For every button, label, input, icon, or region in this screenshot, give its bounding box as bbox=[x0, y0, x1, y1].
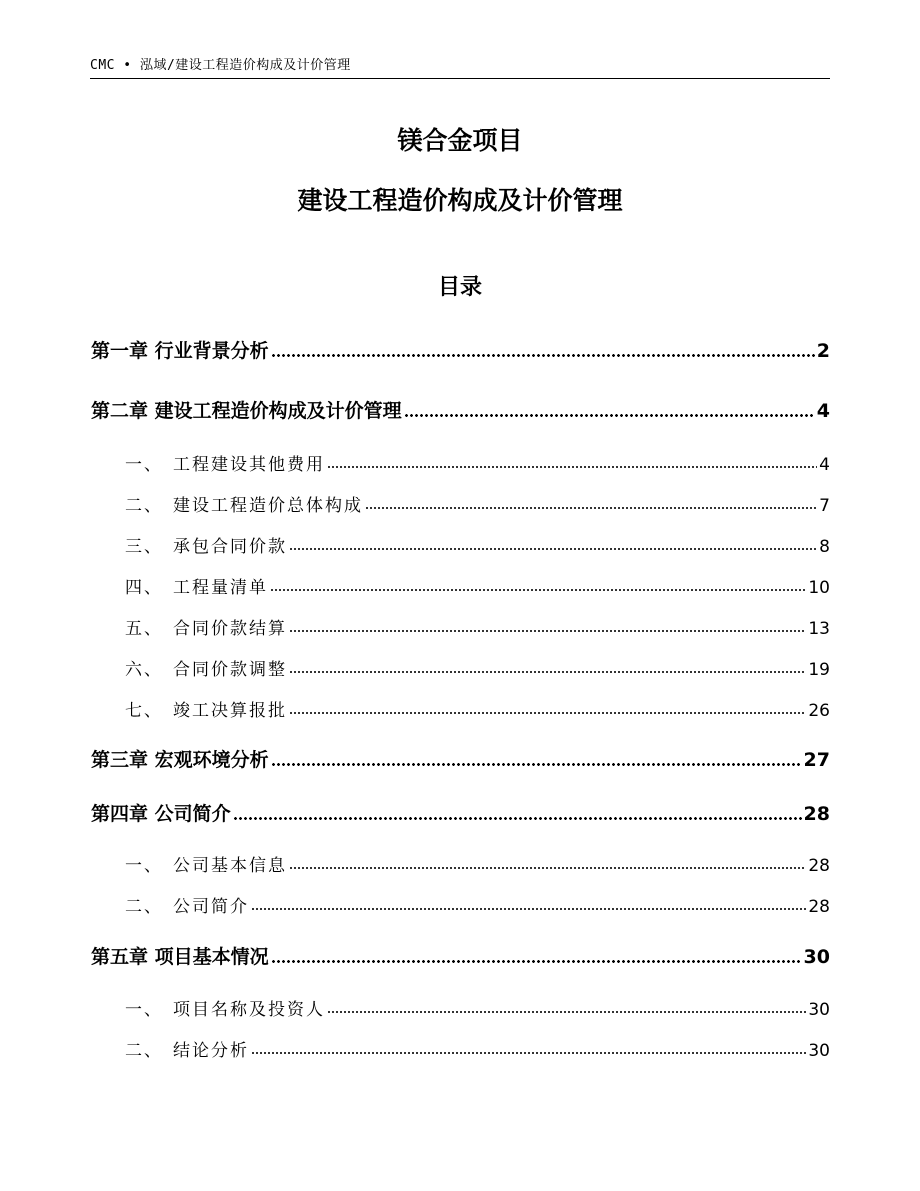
toc-section-title: 承包合同价款 bbox=[173, 537, 287, 557]
toc-section-entry[interactable] bbox=[91, 995, 830, 1020]
toc-section-entry[interactable] bbox=[91, 532, 830, 557]
toc-page-number: 7 bbox=[819, 496, 830, 516]
toc-page-number: 28 bbox=[808, 897, 830, 917]
toc-entry-label bbox=[91, 696, 287, 721]
dot-leader bbox=[271, 762, 802, 767]
toc-page-number: 30 bbox=[803, 946, 830, 968]
dot-leader bbox=[251, 907, 806, 911]
dot-leader bbox=[289, 711, 806, 715]
toc-section-number: 一、 bbox=[125, 1000, 163, 1020]
dot-leader bbox=[289, 866, 806, 870]
toc-section-title: 结论分析 bbox=[173, 1041, 249, 1061]
header-divider bbox=[90, 78, 830, 79]
toc-entry-label: 第一章 行业背景分析 bbox=[91, 340, 269, 362]
dot-leader bbox=[289, 670, 806, 674]
dot-leader bbox=[271, 353, 815, 358]
toc-page-number: 4 bbox=[816, 400, 830, 422]
toc-page-number: 26 bbox=[808, 701, 830, 721]
toc-section-number: 三、 bbox=[125, 537, 163, 557]
toc-section-number: 五、 bbox=[125, 619, 163, 639]
toc-page-number: 2 bbox=[816, 340, 830, 362]
toc-chapter-entry[interactable] bbox=[91, 396, 830, 423]
toc-section-title: 竣工决算报批 bbox=[173, 701, 287, 721]
toc-section-entry[interactable] bbox=[91, 614, 830, 639]
dot-leader bbox=[289, 547, 817, 551]
toc-section-entry[interactable] bbox=[91, 696, 830, 721]
toc-entry-label: 第二章 建设工程造价构成及计价管理 bbox=[91, 400, 402, 422]
toc-page-number: 13 bbox=[808, 619, 830, 639]
toc-entry-label bbox=[91, 614, 287, 639]
toc-page-number: 28 bbox=[803, 803, 830, 825]
toc-page-number: 30 bbox=[808, 1041, 830, 1061]
dot-leader bbox=[271, 959, 802, 964]
toc-section-title: 建设工程造价总体构成 bbox=[173, 496, 363, 516]
toc-entry-label: 第四章 公司简介 bbox=[91, 803, 231, 825]
toc-section-title: 项目名称及投资人 bbox=[173, 1000, 325, 1020]
toc-page-number: 30 bbox=[808, 1000, 830, 1020]
dot-leader bbox=[251, 1051, 806, 1055]
dot-leader bbox=[233, 816, 802, 821]
toc-chapter-entry[interactable] bbox=[91, 745, 830, 772]
toc-section-number: 一、 bbox=[125, 455, 163, 475]
toc-page-number: 4 bbox=[819, 455, 830, 475]
toc-section-entry[interactable] bbox=[91, 655, 830, 680]
dot-leader bbox=[289, 629, 806, 633]
toc-entry-label bbox=[91, 851, 287, 876]
toc-section-number: 二、 bbox=[125, 1041, 163, 1061]
toc-section-title: 工程量清单 bbox=[173, 578, 268, 598]
toc-page-number: 8 bbox=[819, 537, 830, 557]
toc-entry-label bbox=[91, 995, 325, 1020]
toc-entry-label bbox=[91, 573, 268, 598]
toc-section-title: 公司简介 bbox=[173, 897, 249, 917]
toc-entry-label bbox=[91, 450, 325, 475]
toc-entry-label: 第三章 宏观环境分析 bbox=[91, 749, 269, 771]
dot-leader bbox=[270, 588, 806, 592]
dot-leader bbox=[327, 1010, 806, 1014]
toc-section-entry[interactable] bbox=[91, 1036, 830, 1061]
toc-entry-label bbox=[91, 892, 249, 917]
toc-section-title: 合同价款结算 bbox=[173, 619, 287, 639]
toc-chapter-entry[interactable] bbox=[91, 942, 830, 969]
toc-section-entry[interactable] bbox=[91, 851, 830, 876]
toc-chapter-entry[interactable] bbox=[91, 799, 830, 826]
toc-page-number: 19 bbox=[808, 660, 830, 680]
toc-chapter-entry[interactable] bbox=[91, 336, 830, 363]
toc-section-number: 四、 bbox=[125, 578, 163, 598]
toc-heading: 目录 bbox=[437, 275, 482, 300]
toc-section-title: 工程建设其他费用 bbox=[173, 455, 325, 475]
document-title-line2: 建设工程造价构成及计价管理 bbox=[297, 186, 623, 215]
toc-section-number: 二、 bbox=[125, 496, 163, 516]
toc-entry-label bbox=[91, 655, 287, 680]
toc-entry-label bbox=[91, 1036, 249, 1061]
toc-section-number: 一、 bbox=[125, 856, 163, 876]
dot-leader bbox=[365, 506, 817, 510]
toc-section-title: 公司基本信息 bbox=[173, 856, 287, 876]
toc-section-entry[interactable] bbox=[91, 573, 830, 598]
toc-entry-label bbox=[91, 491, 363, 516]
toc-section-entry[interactable] bbox=[91, 491, 830, 516]
document-title-line1: 镁合金项目 bbox=[397, 126, 523, 155]
toc-section-entry[interactable] bbox=[91, 892, 830, 917]
toc-section-title: 合同价款调整 bbox=[173, 660, 287, 680]
toc-page-number: 27 bbox=[803, 749, 830, 771]
toc-section-number: 七、 bbox=[125, 701, 163, 721]
toc-section-number: 二、 bbox=[125, 897, 163, 917]
toc-section-number: 六、 bbox=[125, 660, 163, 680]
toc-entry-label: 第五章 项目基本情况 bbox=[91, 946, 269, 968]
dot-leader bbox=[327, 465, 817, 469]
toc-page-number: 28 bbox=[808, 856, 830, 876]
toc-entry-label bbox=[91, 532, 287, 557]
dot-leader bbox=[404, 413, 815, 418]
toc-page-number: 10 bbox=[808, 578, 830, 598]
page-header: CMC • 泓域/建设工程造价构成及计价管理 bbox=[90, 58, 351, 73]
toc-section-entry[interactable] bbox=[91, 450, 830, 475]
